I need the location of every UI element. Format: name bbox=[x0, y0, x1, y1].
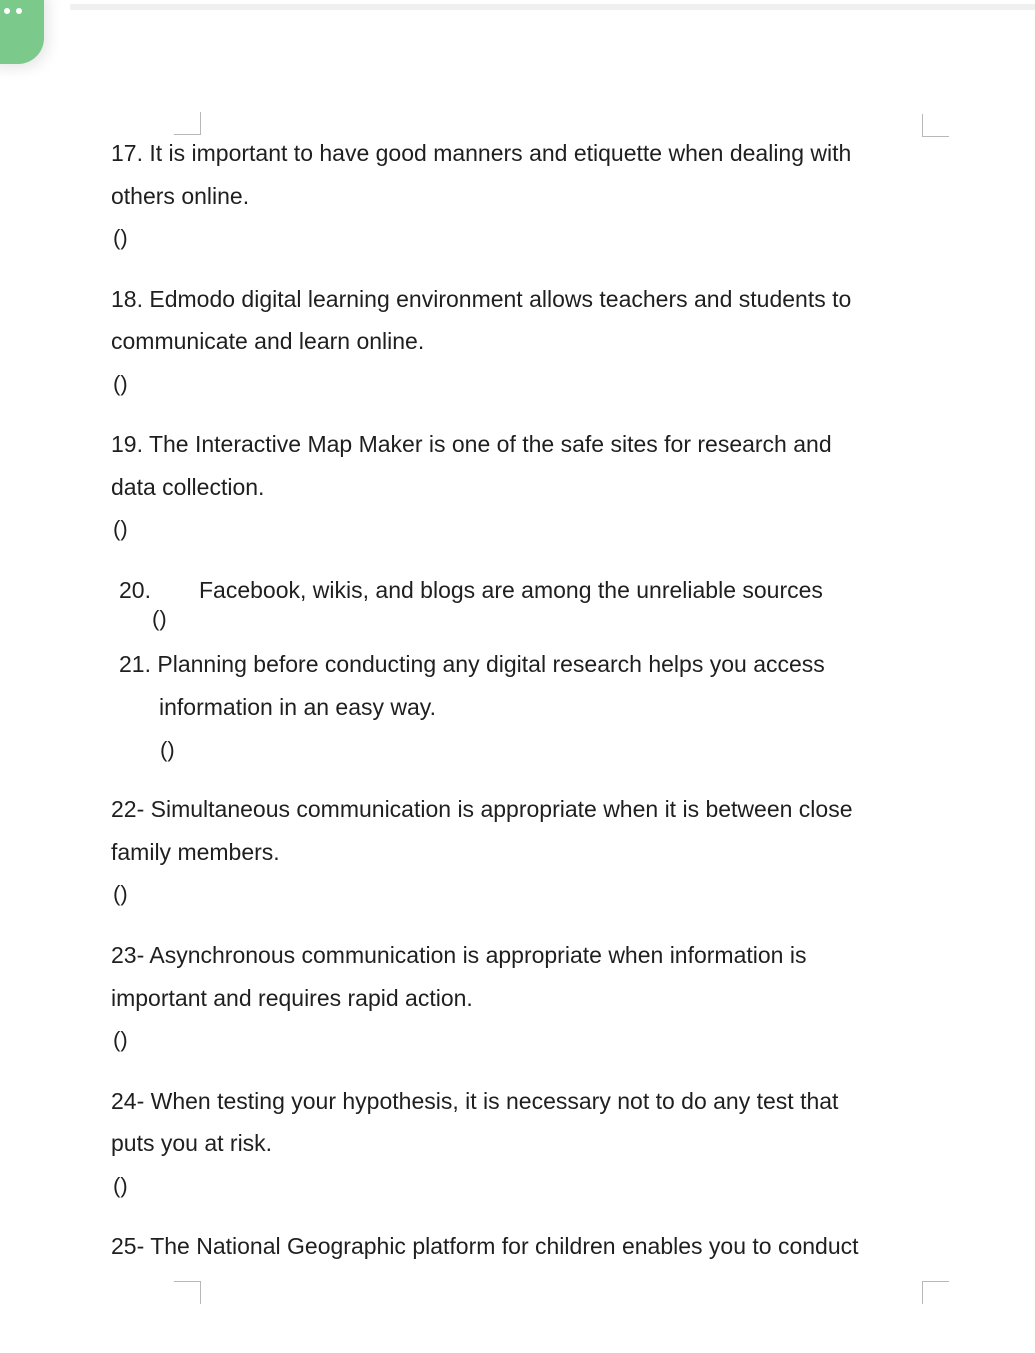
question-line: data collection. bbox=[111, 474, 265, 500]
question-line: 18. Edmodo digital learning environment allows teachers and students to bbox=[111, 286, 852, 312]
answer-blank[interactable]: () bbox=[160, 737, 175, 762]
question-line: 23- Asynchronous communication is appropriate when information is bbox=[111, 942, 807, 968]
question-line: 22- Simultaneous communication is appropriate when it is between close bbox=[111, 796, 853, 822]
question-number: 20. bbox=[119, 577, 151, 603]
question-line: others online. bbox=[111, 183, 250, 209]
question-line: communicate and learn online. bbox=[111, 328, 425, 354]
answer-blank[interactable]: () bbox=[113, 1027, 128, 1052]
answer-blank[interactable]: () bbox=[152, 606, 167, 631]
answer-blank[interactable]: () bbox=[113, 225, 128, 250]
floating-menu-button[interactable] bbox=[0, 0, 44, 64]
question-line: 19. The Interactive Map Maker is one of the safe sites for research and bbox=[111, 431, 832, 457]
question-line: 24- When testing your hypothesis, it is necessary not to do any test that bbox=[111, 1088, 839, 1114]
answer-blank[interactable]: () bbox=[113, 881, 128, 906]
dot-icon bbox=[16, 8, 22, 14]
page-corner-mark-bottom-right bbox=[922, 1281, 949, 1304]
answer-blank[interactable]: () bbox=[113, 371, 128, 396]
page-corner-mark-bottom-left bbox=[174, 1281, 201, 1304]
question-line: 21. Planning before conducting any digital research helps you access bbox=[119, 651, 825, 677]
page-corner-mark-top-left bbox=[174, 112, 201, 135]
question-line: important and requires rapid action. bbox=[111, 985, 473, 1011]
top-divider bbox=[70, 4, 1035, 10]
question-line: puts you at risk. bbox=[111, 1130, 273, 1156]
dot-icon bbox=[4, 8, 10, 14]
answer-blank[interactable]: () bbox=[113, 1173, 128, 1198]
question-line: 25- The National Geographic platform for children enables you to conduct bbox=[111, 1233, 859, 1259]
question-line: 17. It is important to have good manners and etiquette when dealing with bbox=[111, 140, 852, 166]
question-line: family members. bbox=[111, 839, 280, 865]
question-line: information in an easy way. bbox=[159, 694, 436, 720]
answer-blank[interactable]: () bbox=[113, 516, 128, 541]
question-line: Facebook, wikis, and blogs are among the unreliable sources bbox=[199, 577, 823, 603]
page-corner-mark-top-right bbox=[922, 114, 949, 137]
